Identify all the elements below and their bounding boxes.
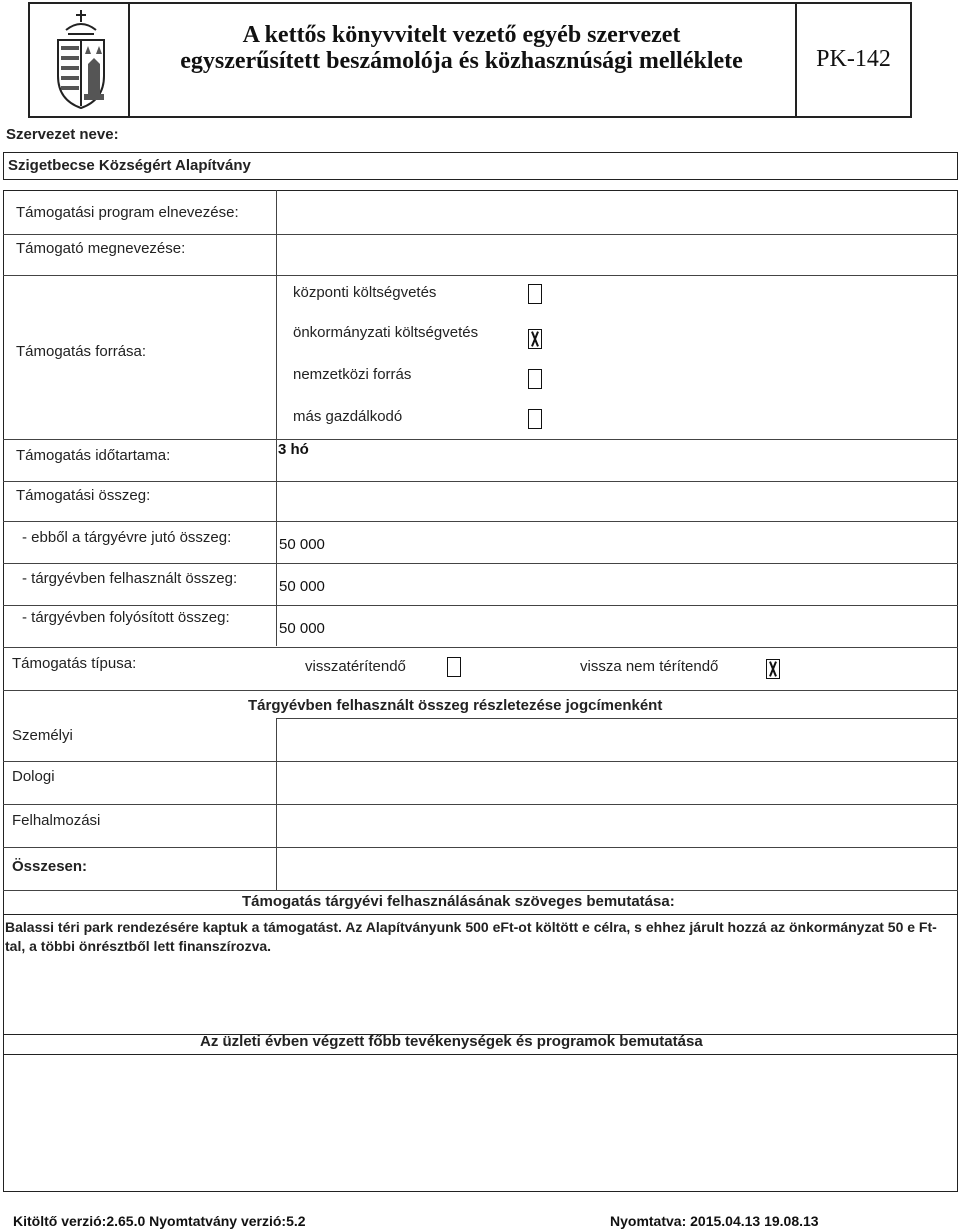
type-nonrefundable-label: vissza nem térítendő [580,658,719,675]
source-central-checkbox[interactable] [528,284,542,304]
breakdown-capital-field[interactable] [278,806,956,846]
source-international-checkbox[interactable] [528,369,542,389]
breakdown-total-field[interactable] [278,849,956,889]
current-year-amount-value: 50 000 [279,536,325,553]
usage-heading: Támogatás tárgyévi felhasználásának szöveges bemutatása: [242,893,675,910]
type-nonrefundable-checkbox[interactable] [766,659,780,679]
row-sep [3,890,958,891]
activities-text[interactable] [5,1058,953,1186]
type-refundable-checkbox[interactable] [447,657,461,677]
used-amount-value: 50 000 [279,578,325,595]
usage-text[interactable]: Balassi téri park rendezésére kaptuk a támogatást. Az Alapítványunk 500 eFt-ot költött e célra, s ehhez járult hozzá az önkormányzat 50 e Ft-tal, a többi önrésztből lett finanszírozva. [5,919,937,954]
row-sep [3,761,958,762]
breakdown-heading: Tárgyévben felhasznált összeg részletezése jogcímenként [248,697,663,714]
row-sep [3,521,958,522]
type-refundable-label: visszatérítendő [305,658,406,675]
current-year-amount-field[interactable] [278,523,956,563]
breakdown-personnel-label: Személyi [12,727,73,744]
row-sep [3,439,958,440]
source-municipal-checkbox[interactable] [528,329,542,349]
row-sep [3,690,958,691]
form-code: PK-142 [816,46,891,72]
form-title-line2: egyszerűsített beszámolója és közhasznúsági melléklete [180,48,743,74]
row-sep [3,234,958,235]
source-label: Támogatás forrása: [16,343,147,360]
supporter-field[interactable] [278,236,956,274]
duration-value: 3 hó [278,441,309,458]
paid-amount-field[interactable] [278,607,956,647]
breakdown-material-field[interactable] [278,763,956,803]
footer-print-date: Nyomtatva: 2015.04.13 19.08.13 [610,1213,819,1229]
duration-field[interactable] [278,441,956,481]
row-sep [3,914,958,915]
source-option-other-business: más gazdálkodó [293,408,403,425]
breakdown-total-label: Összesen: [12,858,88,875]
activities-heading: Az üzleti évben végzett főbb tevékenységek és programok bemutatása [200,1033,703,1050]
coat-of-arms-icon [48,6,114,110]
row-sep [3,481,958,482]
org-name-value: Szigetbecse Községért Alapítvány [8,157,251,174]
amount-field[interactable] [278,483,956,521]
source-option-international: nemzetközi forrás [293,366,412,383]
row-sep [3,804,958,805]
amount-label: Támogatási összeg: [16,487,151,504]
org-name-label: Szervezet neve: [6,126,119,143]
row-sep [3,605,958,606]
form-title-line1: A kettős könyvvitelt vezető egyéb szervezet [242,22,681,48]
row-sep [276,718,958,719]
used-amount-label: - tárgyévben felhasznált összeg: [22,570,238,587]
source-option-municipal: önkormányzati költségvetés [293,324,479,341]
program-label: Támogatási program elnevezése: [16,204,239,221]
breakdown-capital-label: Felhalmozási [12,812,101,829]
row-sep [3,563,958,564]
breakdown-material-label: Dologi [12,768,55,785]
duration-label: Támogatás időtartama: [16,447,171,464]
source-other-business-checkbox[interactable] [528,409,542,429]
program-field[interactable] [278,192,956,234]
source-option-central: központi költségvetés [293,284,437,301]
row-sep [3,275,958,276]
breakdown-personnel-field[interactable] [278,720,956,760]
paid-amount-label: - tárgyévben folyósított összeg: [22,609,230,626]
row-sep [3,647,958,648]
type-label: Támogatás típusa: [12,655,137,672]
supporter-label: Támogató megnevezése: [16,240,186,257]
current-year-amount-label: - ebből a tárgyévre jutó összeg: [22,529,232,546]
footer-version: Kitöltő verzió:2.65.0 Nyomtatvány verzió:5.2 [13,1213,306,1229]
row-sep [3,1054,958,1055]
used-amount-field[interactable] [278,565,956,605]
grant-form-divider [276,190,277,646]
row-sep [3,847,958,848]
paid-amount-value: 50 000 [279,620,325,637]
